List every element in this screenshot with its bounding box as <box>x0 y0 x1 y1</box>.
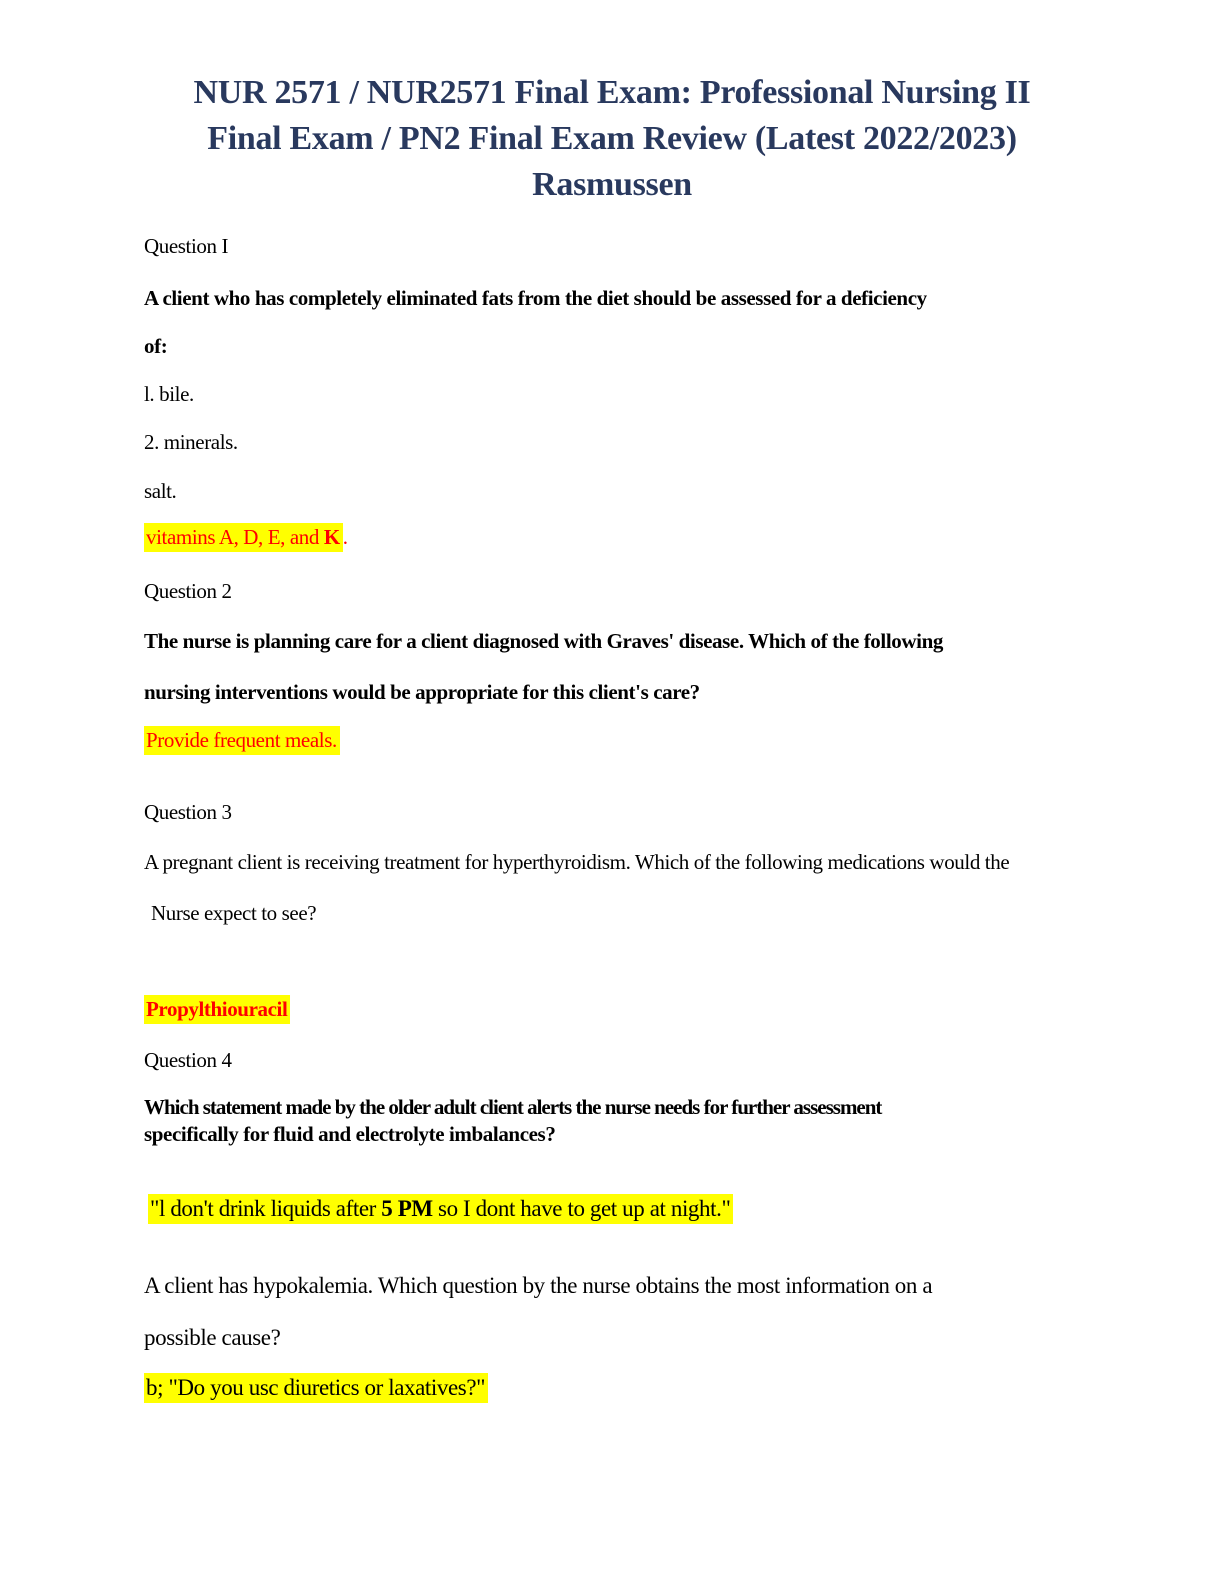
document-title <box>60 70 1164 208</box>
question-4-stem-line-1: Which statement made by the older adult client alerts the nurse needs for further assessment <box>144 1095 882 1119</box>
question-1-label: Question I <box>144 234 229 258</box>
document-title-line-3: Rasmussen <box>532 166 692 203</box>
question-2-answer <box>144 727 1124 753</box>
question-1-stem-line-1: A client who has completely eliminated fats from the diet should be assessed for a deficiency <box>144 286 927 310</box>
question-1-option-2: 2. minerals. <box>144 430 238 454</box>
question-4-label: Question 4 <box>144 1048 232 1072</box>
question-5-answer-text: b; "Do you usc diuretics or laxatives?" <box>144 1373 488 1403</box>
question-1-option-3: salt. <box>144 479 177 503</box>
question-2-answer-text: Provide frequent meals. <box>144 726 340 755</box>
question-5-answer <box>144 1373 1124 1403</box>
question-3-answer <box>144 996 1124 1022</box>
question-3-stem-line-2: Nurse expect to see? <box>151 901 317 925</box>
question-4-answer-text-post: so I dont have to get up at night." <box>432 1196 731 1221</box>
document-title-line-2: Final Exam / PN2 Final Exam Review (Latest 2022/2023) <box>207 120 1017 157</box>
question-5-stem-line-1: A client has hypokalemia. Which question by the nurse obtains the most information on a <box>144 1273 933 1298</box>
question-1-answer-period: . <box>342 525 348 549</box>
question-2-stem-line-1: The nurse is planning care for a client diagnosed with Graves' disease. Which of the following <box>144 629 943 653</box>
question-2-stem-line-2: nursing interventions would be appropriate for this client's care? <box>144 680 700 704</box>
question-5-stem-line-2: possible cause? <box>144 1325 281 1350</box>
question-1-option-1: l. bile. <box>144 382 194 406</box>
question-4-answer-bold-text: 5 PM <box>381 1196 433 1221</box>
question-1-answer-text: vitamins A, D, E, and <box>146 525 324 549</box>
question-4-stem-line-2: specifically for fluid and electrolyte imbalances? <box>144 1122 556 1146</box>
question-1-stem-line-2: of: <box>144 334 168 358</box>
question-2-label: Question 2 <box>144 579 232 603</box>
document-title-line-1: NUR 2571 / NUR2571 Final Exam: Professional Nursing II <box>193 74 1031 111</box>
question-1-answer <box>144 524 1124 550</box>
question-3-stem-line-1: A pregnant client is receiving treatment for hyperthyroidism. Which of the following medications would the <box>144 850 1010 874</box>
question-4-answer-text-pre: "l don't drink liquids after <box>150 1196 382 1221</box>
question-3-answer-text: Propylthiouracil <box>144 995 290 1024</box>
question-1-answer-bold-letter: K <box>323 525 340 549</box>
question-3-label: Question 3 <box>144 800 232 824</box>
question-4-answer <box>148 1194 1124 1224</box>
